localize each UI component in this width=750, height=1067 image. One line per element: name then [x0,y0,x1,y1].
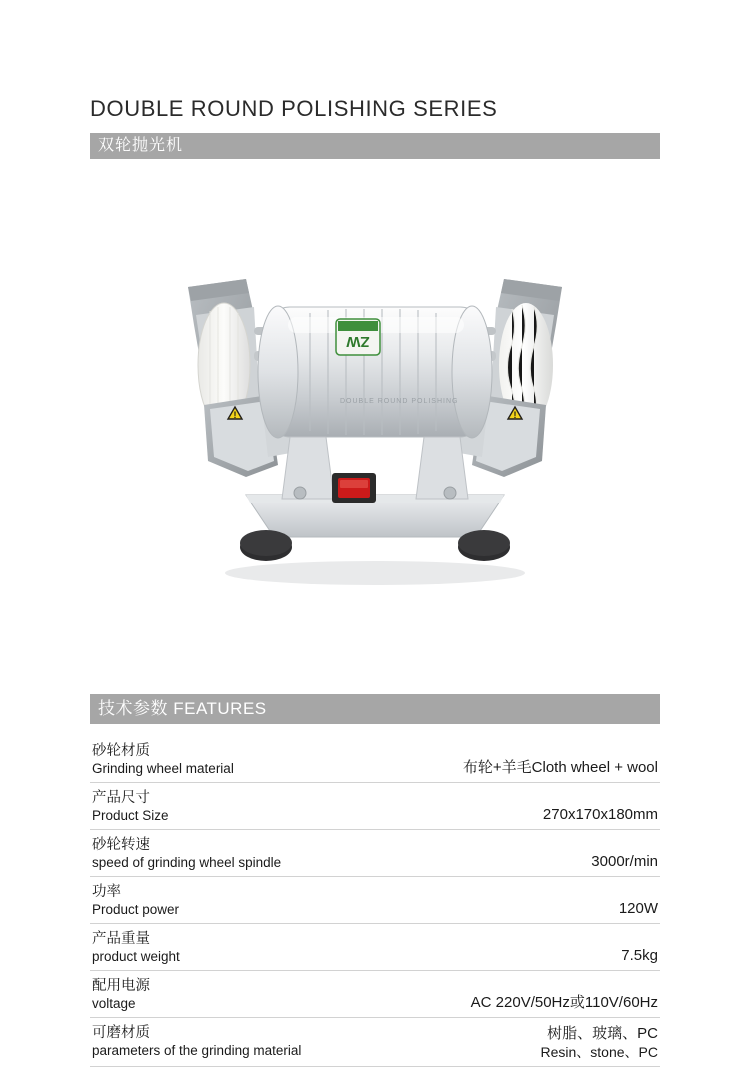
product-image-area [150,255,600,615]
svg-text:!: ! [233,410,237,420]
spec-label-cell [90,971,386,1018]
spec-label-cn: 产品尺寸 [92,790,150,806]
svg-text:ZW: ZW [346,333,370,350]
spec-value-cell [386,924,660,971]
svg-text:!: ! [513,410,517,420]
spec-value-cell [386,971,660,1018]
spec-label-en: Product power [92,902,180,917]
spec-label-cn: 砂轮材质 [92,743,150,759]
power-switch-icon [332,473,376,503]
page-title-chinese: 双轮抛光机 [98,137,184,154]
spec-label-cn: 可磨材质 [92,1025,150,1041]
table-row [90,1018,660,1067]
spec-value: 270x170x180mm [542,806,658,823]
spec-value-cell [386,830,660,877]
spec-label-cell [90,736,386,783]
table-row [90,924,660,971]
specifications-table [90,736,660,1067]
spec-value-cell [386,877,660,924]
table-row [90,783,660,830]
brand-badge [336,319,380,355]
spec-value-cell [386,783,660,830]
spec-label-cell [90,830,386,877]
spec-value-cell [386,1018,660,1067]
spec-value: 7.5kg [621,947,658,964]
spec-label-en: product weight [92,949,180,964]
spec-label-cn: 砂轮转速 [92,837,150,853]
spec-label-en: parameters of the grinding material [92,1043,302,1058]
table-row [90,971,660,1018]
spec-value: 3000r/min [591,853,658,870]
spec-label-cell [90,924,386,971]
spec-label-en: speed of grinding wheel spindle [92,855,282,870]
spec-label-en: Product Size [92,808,169,823]
spec-value: 树脂、玻璃、PC [547,1025,658,1042]
spec-label-cell [90,783,386,830]
page-title-english: DOUBLE ROUND POLISHING SERIES [90,96,498,121]
spec-label-cell [90,877,386,924]
features-heading-bar [90,694,660,724]
spec-value: 120W [618,900,658,917]
table-row [90,877,660,924]
svg-text:DOUBLE ROUND POLISHING: DOUBLE ROUND POLISHING [340,398,459,405]
spec-value: 布轮+羊毛Cloth wheel + wool [462,759,658,776]
spec-value: AC 220V/50Hz或110V/60Hz [470,994,658,1011]
polishing-machine-illustration [150,255,600,615]
spec-label-cn: 配用电源 [92,978,150,994]
spec-label-en: voltage [92,996,136,1011]
table-row [90,830,660,877]
spec-value-secondary: Resin、stone、PC [540,1044,658,1060]
spec-label-en: Grinding wheel material [92,761,234,776]
title-bar [90,133,660,159]
spec-label-cell [90,1018,386,1067]
spec-value-cell [386,736,660,783]
spec-label-cn: 产品重量 [92,931,150,947]
table-row [90,736,660,783]
features-heading-label: 技术参数 FEATURES [98,699,267,718]
spec-label-cn: 功率 [92,884,121,900]
